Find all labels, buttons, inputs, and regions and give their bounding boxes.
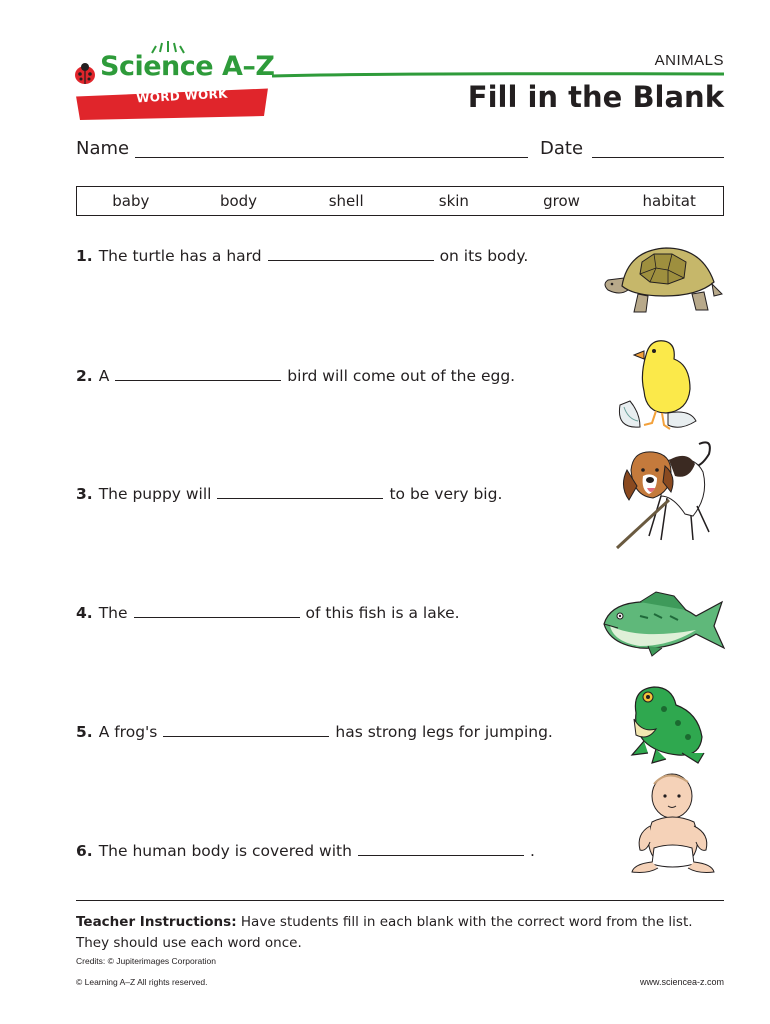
footer-rule <box>76 900 724 901</box>
brand-name: Science A–Z <box>100 51 275 82</box>
image-credits: Credits: © Jupiterimages Corporation <box>76 956 216 966</box>
website-link[interactable]: www.sciencea-z.com <box>639 977 724 987</box>
puppy-picture <box>613 436 717 552</box>
question-5 <box>76 723 553 741</box>
chick-picture <box>610 335 706 433</box>
page-title: Fill in the Blank <box>467 80 724 114</box>
question-text-before: A frog's <box>98 723 158 741</box>
question-text-after: bird will come out of the egg. <box>287 367 516 385</box>
question-text-after: of this fish is a lake. <box>305 604 460 622</box>
question-text-before: The human body is covered with <box>98 842 352 860</box>
header-rule <box>272 72 724 78</box>
question-text-after: . <box>529 842 535 860</box>
answer-blank[interactable] <box>115 368 281 381</box>
word-bank-item: body <box>219 192 258 210</box>
baby-picture <box>628 770 718 876</box>
fish-picture <box>600 590 726 658</box>
word-bank-item: shell <box>328 192 364 210</box>
date-line[interactable] <box>592 157 724 158</box>
question-text-after: has strong legs for jumping. <box>335 723 553 741</box>
question-2 <box>76 367 515 385</box>
category-label: ANIMALS <box>654 52 724 69</box>
question-text-after: on its body. <box>439 247 529 265</box>
question-text-after: to be very big. <box>389 485 503 503</box>
science-az-logo <box>72 40 275 128</box>
question-text-before: The <box>98 604 128 622</box>
turtle-picture <box>598 238 726 318</box>
question-text-before: The puppy will <box>98 485 212 503</box>
word-bank-item: skin <box>438 192 469 210</box>
word-bank-item: grow <box>543 192 580 210</box>
question-number: 5. <box>76 723 93 741</box>
frog-picture <box>626 683 708 767</box>
question-6 <box>76 842 535 860</box>
question-text-before: A <box>98 367 110 385</box>
answer-blank[interactable] <box>217 486 383 499</box>
teacher-instructions <box>76 912 726 954</box>
instructions-line2: They should use each word once. <box>76 935 302 951</box>
name-label: Name <box>76 138 130 159</box>
banner-label: WORD WORK <box>135 86 229 106</box>
word-bank-item: baby <box>112 192 150 210</box>
answer-blank[interactable] <box>268 248 434 261</box>
instructions-text: Have students fill in each blank with the correct word from the list. <box>236 914 693 930</box>
question-number: 4. <box>76 604 93 622</box>
copyright: © Learning A–Z All rights reserved. <box>76 977 208 987</box>
instructions-label: Teacher Instructions: <box>76 914 237 930</box>
date-label: Date <box>540 138 584 159</box>
question-1 <box>76 247 528 265</box>
question-text-before: The turtle has a hard <box>98 247 262 265</box>
ladybug-icon <box>72 62 98 86</box>
word-bank <box>76 186 724 216</box>
answer-blank[interactable] <box>134 605 300 618</box>
word-bank-item: habitat <box>642 192 696 210</box>
question-3 <box>76 485 502 503</box>
question-number: 6. <box>76 842 93 860</box>
answer-blank[interactable] <box>358 843 524 856</box>
question-number: 3. <box>76 485 93 503</box>
name-line[interactable] <box>135 157 528 158</box>
question-4 <box>76 604 460 622</box>
question-number: 2. <box>76 367 93 385</box>
answer-blank[interactable] <box>163 724 329 737</box>
question-number: 1. <box>76 247 93 265</box>
